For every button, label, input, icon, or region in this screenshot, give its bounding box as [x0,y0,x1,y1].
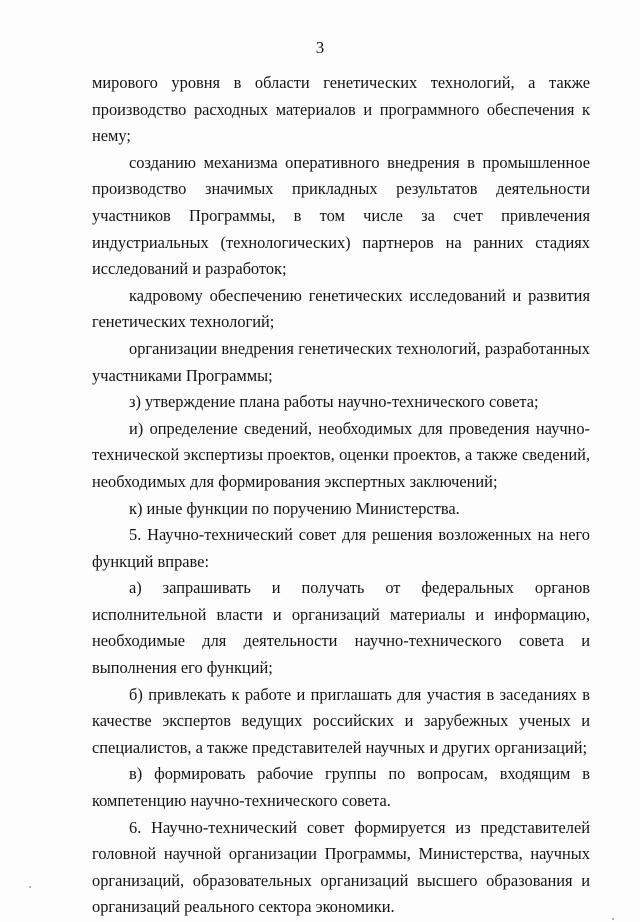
paragraph-section-5: 5. Научно-технический совет для решения возложенных на него функций вправе: [92,525,590,571]
scan-speck [29,886,31,888]
paragraph-organization-of-implementation: организации внедрения генетических технологий, разработанных участниками Программы; [92,338,590,385]
paragraph-staffing: кадровому обеспечению генетических исследований и развития генетических технологий; [92,285,590,332]
paragraph-implementation-mechanism: созданию механизма оперативного внедрения в промышленное производство значимых прикладных результатов деятельности участников Программы, в том числе за счет привлечения индустриальных (технологических) партнеров на ранних стадиях исследований и разработок; [92,152,590,279]
paragraph-item-b: б) привлекать к работе и приглашать для участия в заседаниях в качестве экспертов ведущих российских и зарубежных ученых и специалистов, а также представителей научных и других организаций; [92,684,590,757]
paragraph-continuation: мирового уровня в области генетических технологий, а также производство расходных материалов и программного обеспечения к нему; [92,73,590,146]
page-number: 3 [315,38,325,57]
paragraph-item-v: в) формировать рабочие группы по вопросам, входящим в компетенцию научно-технического совета. [92,764,590,811]
paragraph-item-i: и) определение сведений, необходимых для проведения научно-технической экспертизы проектов, оценки проектов, а также сведений, необходимых для формирования экспертных заключений; [92,418,590,491]
paragraph-section-6: 6. Научно-технический совет формируется из представителей головной научной организации Программы, Министерства, научных организаций, образовательных организаций высшего образования и организаций реального сектора экономики. [92,817,590,917]
paragraph-item-z: з) утверждение плана работы научно-технического совета; [129,392,539,412]
paragraph-item-a: а) запрашивать и получать от федеральных органов исполнительной власти и организаций материалы и информацию, необходимые для деятельности научно-технического совета и выполнения его функций; [92,578,590,678]
paragraph-item-k: к) иные функции по поручению Министерства. [129,498,460,518]
document-body [92,70,590,921]
scan-speck [612,918,614,920]
